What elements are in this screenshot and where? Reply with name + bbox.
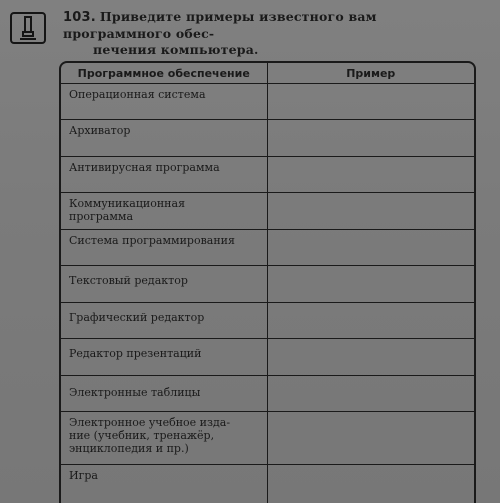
example-answer-cell[interactable] bbox=[267, 412, 474, 465]
software-type-cell: Электронные таблицы bbox=[61, 376, 267, 412]
example-answer-cell[interactable] bbox=[267, 465, 474, 503]
example-answer-cell[interactable] bbox=[267, 376, 474, 412]
software-type-cell: Система программирования bbox=[61, 230, 267, 266]
table-row bbox=[61, 157, 474, 193]
example-answer-cell[interactable] bbox=[267, 266, 474, 303]
software-type-cell: Текстовый редактор bbox=[61, 266, 267, 303]
software-type-cell: Редактор презентаций bbox=[61, 339, 267, 376]
example-answer-cell[interactable] bbox=[267, 120, 474, 157]
table-row bbox=[61, 303, 474, 339]
task-text-line-2: печения компьютера. bbox=[93, 42, 259, 57]
table-row bbox=[61, 465, 474, 503]
example-answer-cell[interactable] bbox=[267, 303, 474, 339]
task-number: 103. bbox=[63, 10, 96, 25]
header-example: Пример bbox=[267, 63, 474, 84]
table-row bbox=[61, 376, 474, 412]
task-statement bbox=[63, 9, 488, 58]
software-type-cell: Операционная система bbox=[61, 84, 267, 120]
writing-task-icon bbox=[10, 12, 46, 44]
table-row bbox=[61, 339, 474, 376]
table-row bbox=[61, 120, 474, 157]
example-answer-cell[interactable] bbox=[267, 193, 474, 230]
software-examples-table bbox=[59, 61, 476, 503]
example-answer-cell[interactable] bbox=[267, 230, 474, 266]
table-row bbox=[61, 230, 474, 266]
table-row bbox=[61, 412, 474, 465]
software-type-cell: Коммуникационная программа bbox=[61, 193, 267, 230]
table-header-row bbox=[61, 63, 474, 84]
software-type-cell: Игра bbox=[61, 465, 267, 503]
table-row bbox=[61, 193, 474, 230]
software-type-cell: Графический редактор bbox=[61, 303, 267, 339]
software-type-cell: Антивирусная программа bbox=[61, 157, 267, 193]
software-type-cell: Архиватор bbox=[61, 120, 267, 157]
example-answer-cell[interactable] bbox=[267, 339, 474, 376]
task-text-line-1: Приведите примеры известного вам программного обес- bbox=[63, 9, 377, 41]
header-software: Программное обеспечение bbox=[61, 63, 267, 84]
example-answer-cell[interactable] bbox=[267, 157, 474, 193]
example-answer-cell[interactable] bbox=[267, 84, 474, 120]
table-row bbox=[61, 266, 474, 303]
table-row bbox=[61, 84, 474, 120]
software-type-cell: Электронное учебное изда- ние (учебник, тренажёр, энциклопедия и пр.) bbox=[61, 412, 267, 465]
